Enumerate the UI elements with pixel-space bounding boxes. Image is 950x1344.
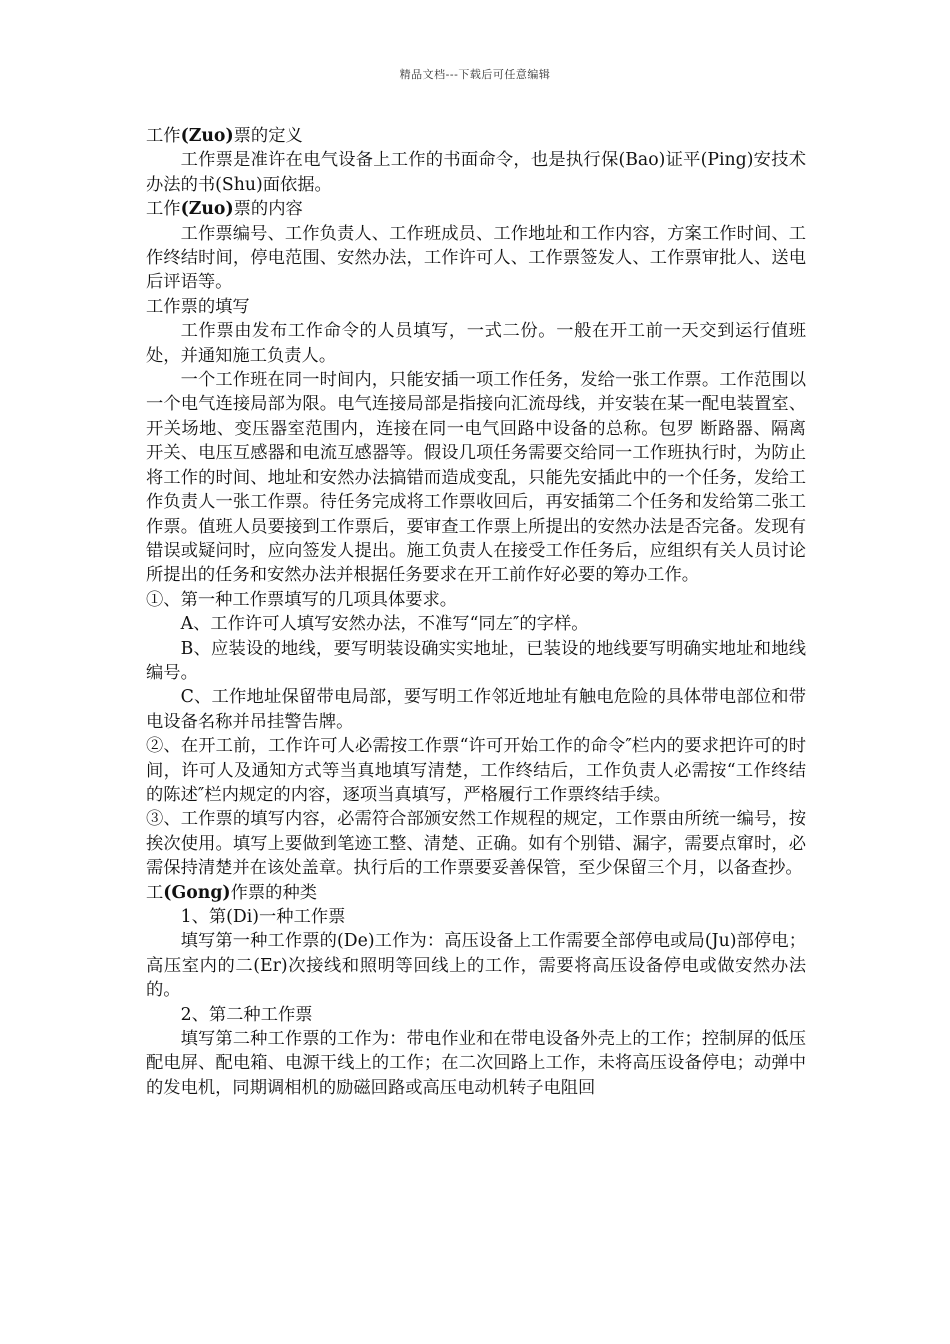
subheading: 1、第(Di)一种工作票 bbox=[180, 907, 346, 927]
paragraph: 填写第一种工作票的(De)工作为：高压设备上工作需要全部停电或局(Ju)部停电；高压室内的二(Er)次接线和照明等回线上的工作，需要将高压设备停电或做安然办法的。 bbox=[146, 931, 806, 1001]
list-item: C、工作地址保留带电局部，要写明工作邻近地址有触电危险的具体带电部位和带电设备名称并吊挂警告牌。 bbox=[146, 687, 806, 732]
paragraph: 工作票由发布工作命令的人员填写，一式二份。一般在开工前一天交到运行值班处，并通知施工负责人。 bbox=[146, 321, 806, 366]
document-body bbox=[146, 124, 806, 1100]
section-heading-definition: 工作(Zuo)票的定义 bbox=[146, 126, 303, 146]
list-item: B、应装设的地线，要写明装设确实实地址，已装设的地线要写明确实地址和地线编号。 bbox=[146, 638, 806, 683]
list-item: ③、工作票的填写内容，必需符合部颁安然工作规程的规定，工作票由所统一编号，按挨次使用。填写上要做到笔迹工整、清楚、正确。如有个别错、漏字，需要点窜时，必需保持清楚并在该处盖章。执行后的工作票要妥善保管，至少保留三个月，以备查抄。 bbox=[146, 809, 806, 879]
page-header: 精品文档---下载后可任意编辑 bbox=[399, 68, 551, 81]
subheading: 2、第二种工作票 bbox=[180, 1004, 313, 1025]
section-heading-filling: 工作票的填写 bbox=[146, 296, 250, 317]
paragraph: 填写第二种工作票的工作为：带电作业和在带电设备外壳上的工作；控制屏的低压配电屏、配电箱、电源干线上的工作；在二次回路上工作，未将高压设备停电；动弹中的发电机，同期调相机的励磁回路或高压电动机转子电阻回 bbox=[146, 1029, 806, 1098]
section-heading-types: 工(Gong)作票的种类 bbox=[146, 882, 318, 903]
section-heading-content: 工作(Zuo)票的内容 bbox=[146, 199, 303, 220]
paragraph: 工作票是准许在电气设备上工作的书面命令，也是执行保(Bao)证平(Ping)安技术办法的书(Shu)面依据。 bbox=[146, 150, 806, 195]
list-item: ①、第一种工作票填写的几项具体要求。 bbox=[146, 589, 458, 610]
list-item: A、工作许可人填写安然办法，不准写“同左″的字样。 bbox=[180, 614, 589, 635]
paragraph: 工作票编号、工作负责人、工作班成员、工作地址和工作内容，方案工作时间、工作终结时间，停电范围、安然办法，工作许可人、工作票签发人、工作票审批人、送电后评语等。 bbox=[146, 223, 806, 293]
paragraph: 一个工作班在同一时间内，只能安插一项工作任务，发给一张工作票。工作范围以一个电气连接局部为限。电气连接局部是指接向汇流母线，并安装在某一配电装置室、开关场地、变压器室范围内，连接在同一电气回路中设备的总称。包罗 断路器、隔离开关、电压互感器和电流互感器等。假设几项任务需要交给同一工作班执行时，为防止将工作的时间、地址和安然办法搞错而造成变乱，只能先安插此中的一个任务，发给工作负责人一张工作票。待任务完成将工作票收回后，再安插第二个任务和发给第二张工作票。值班人员要接到工作票后，要审查工作票上所提出的安然办法是否完备。发现有错误或疑问时，应向签发人提出。施工负责人在接受工作任务后，应组织有关人员讨论所提出的任务和安然办法并根据任务要求在开工前作好必要的筹办工作。 bbox=[146, 370, 806, 586]
list-item: ②、在开工前，工作许可人必需按工作票“许可开始工作的命令″栏内的要求把许可的时间，许可人及通知方式等当真地填写清楚，工作终结后，工作负责人必需按“工作终结的陈述″栏内规定的内容，逐项当真填写，严格履行工作票终结手续。 bbox=[146, 736, 806, 805]
